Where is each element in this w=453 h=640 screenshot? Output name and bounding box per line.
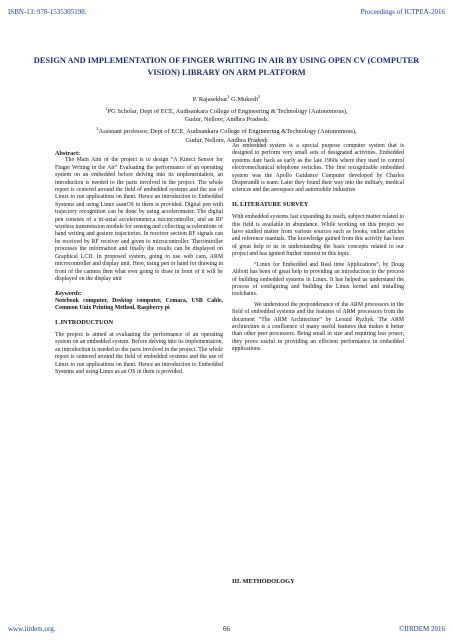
abstract-label: Abstract:: [55, 150, 81, 157]
paper-title: DESIGN AND IMPLEMENTATION OF FINGER WRITING IN AIR BY USING OPEN CV (COMPUTER VISION) LIBRARY ON ARM PLATFORM: [33, 56, 420, 77]
introduction-heading: I .INTRODUCTUON: [55, 318, 114, 326]
page-number: 66: [223, 625, 230, 633]
introduction-text: The project is aimed at evaluating the performance of an operating system on an embedded system. Before delving into its implementation, an introduction is needed to the parts involved in the project. The whole report is centered around the field of embedded systems and the use of Linux to run applications on them. Hence an introduction to Embedded Systems and using Linux as an OS in them is provided.: [55, 331, 223, 375]
keywords-text: Notebook computer, Desktop computer, Cemara, USB Cable, Common Unix Printing Method, Raspberry pi: [55, 297, 223, 312]
footer-site: www.iirdem.org.: [8, 625, 56, 633]
abstract-text: The Main Aim of the project is to design “A Kinect Sensor for Finger Writing in the Air” Evaluating the performance of an operating system on an embedded before delving into its implementation, an introduction is needed to the parts involved in the project. The whole report is centered around the field of embedded systems and the use of Linux to run applications on them. Hence an introduction to Embedded Systems and using Linux asanOS in them is provided. Digital pen with trajectory recognition can be done by using accelerometer. The digital pen consists of a tri-axial accelerometer,a microcontroller, and an RF wireless transmission module for sensing and collecting accelerations of hand writing and gesture trajectories. In receiver section RF signals can be received by RF receiver and given to microcontroller. Thecontroller processes the information and finally the results can be displayed on Graphical LCD. In proposed system, going to use web cam, ARM microcontroller and display unit. Here, using pen or hand for drawing in front of the camera then what ever going to draw in front of it will be displayed on the display unit: [55, 157, 223, 282]
affiliation-1-text: PG Scholar, Dept of ECE, Audisankara College of Engineering & Technology (Autonomous),: [107, 107, 348, 115]
author-1: P. Rajasekhar: [192, 96, 228, 104]
author-2-sup: 2: [257, 94, 261, 99]
author-block: [30, 93, 423, 145]
right-column: [232, 143, 404, 357]
author-names: [30, 93, 423, 105]
literature-heading: II. LITERATURE SURVEY: [232, 200, 309, 208]
affiliation-1-sup: 1: [105, 105, 108, 111]
author-2: G.Mukesh: [229, 96, 258, 104]
literature-paragraph-2: “Linux for Embedded and Real time Applications”, by Doug Abbott has been of great help in providing an introduction to the process of building embedded systems in Linux. It has helped us understand the process of configuring and building the Linux kernel and installing toolchains.: [232, 261, 404, 298]
affiliation-2-location: Gudur, Nellore, Andhra Pradesh: [185, 136, 268, 144]
affiliation-2-text: Assistant professor, Dept of ECE, Audisankara College of Engineering &Technology (Autonomous),: [98, 128, 357, 136]
affiliation-1: [30, 105, 423, 117]
methodology-heading: III. METHODOLOGY: [232, 578, 295, 585]
left-column: [55, 150, 223, 379]
affiliation-2: [30, 125, 423, 137]
isbn-header: ISBN-13: 978-1535305198.: [8, 8, 87, 16]
literature-paragraph-3: We understood the preponderance of the ARM processors in the field of embedded systems and the features of ARM processors from the document “The ARM Architecture” by Leonid Ryzhyk. The ARM architecture is a confluence of many useful features that makes it better than other peer processors. Being small in size and requiring less power, they prove useful in providing an efficient performance in embedded applications.: [232, 301, 404, 353]
author-1-sup: 1: [227, 94, 230, 99]
affiliation-1-location: Gudur, Nellore, Andhra Pradesh.: [184, 116, 269, 124]
proceedings-header: Proceedings of ICTPEA-2016: [360, 8, 445, 16]
embedded-system-paragraph: An embedded system is a special purpose computer system that is designed to perform very small sets of designated activities. Embedded systems date back as early as the late 1960s where they used to control electromechanical telephone switches. The first recognizable embedded system was the Apollo Guidance Computer developed by Charles Draperandh is team. Later they found their way into the military, medical sciences and the aerospace and automobile industries: [232, 143, 404, 194]
literature-paragraph-1: With embedded systems fast expanding its reach, subject matter related to this field is available in abundance. While working on this project we have studied matter from various sources such as books, online articles and reference manuals. The knowledge gained from this activity has been of great help to us in understanding the basic concepts related to our project and has ignited further interest in this topic.: [232, 214, 404, 258]
footer-copyright: ©IIRDEM 2016: [399, 625, 445, 633]
keywords-label: Keywords:: [55, 290, 82, 298]
affiliation-2-sup: 2: [96, 126, 99, 132]
